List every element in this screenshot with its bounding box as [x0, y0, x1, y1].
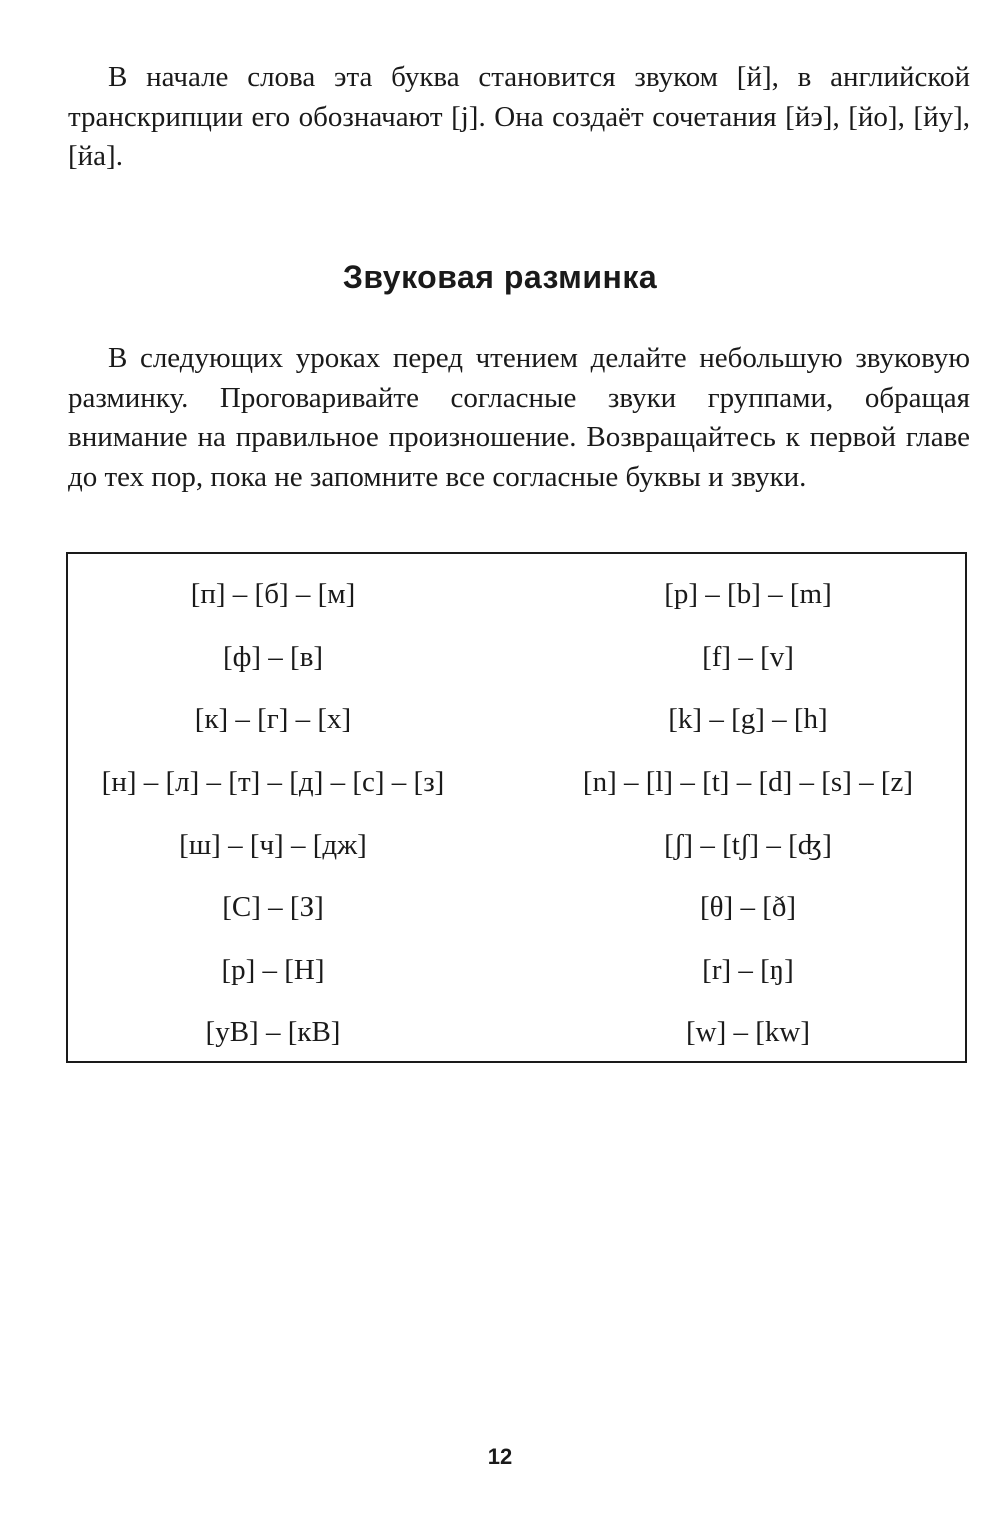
section-paragraph [68, 339, 970, 497]
sound-table [66, 552, 967, 1063]
english-sounds: [f] – [v] [702, 641, 794, 673]
russian-sounds: [р] – [Н] [221, 954, 325, 986]
russian-sounds: [ф] – [в] [222, 641, 324, 673]
page-number: 12 [487, 1444, 513, 1469]
table-row [68, 637, 965, 677]
section-text: В следующих уроках перед чтением делайте небольшую звуковую разминку. Проговаривайте согласные звуки группами, обращая внимание на правильное произношение. Возвращайтесь к первой главе до тех пор, пока не запомните все согласные буквы и звуки. [68, 342, 970, 493]
table-row [68, 762, 965, 802]
table-row [68, 1012, 965, 1052]
english-sounds: [r] – [ŋ] [702, 954, 794, 986]
english-sounds: [n] – [l] – [t] – [d] – [s] – [z] [582, 766, 914, 798]
english-sounds: [k] – [g] – [h] [668, 703, 828, 735]
intro-text: В начале слова эта буква становится звуком [й], в английской транскрипции его обозначают [j]. Она создаёт сочетания [йэ], [йо], [йу], [йа]. [68, 61, 970, 172]
english-sounds: [p] – [b] – [m] [664, 578, 832, 610]
russian-sounds: [уВ] – [кВ] [205, 1016, 341, 1048]
russian-sounds: [С] – [З] [222, 891, 324, 923]
english-sounds: [w] – [kw] [685, 1016, 810, 1048]
russian-sounds: [п] – [б] – [м] [190, 578, 356, 610]
english-sounds: [θ] – [ð] [699, 891, 797, 923]
russian-sounds: [ш] – [ч] – [дж] [179, 829, 367, 861]
english-sounds: [ʃ] – [tʃ] – [ʤ] [664, 829, 832, 861]
russian-sounds: [н] – [л] – [т] – [д] – [с] – [з] [101, 766, 445, 798]
table-row [68, 887, 965, 927]
section-heading: Звуковая разминка [342, 259, 658, 295]
russian-sounds: [к] – [г] – [х] [194, 703, 352, 735]
table-row [68, 825, 965, 865]
table-row [68, 950, 965, 990]
table-row [68, 574, 965, 614]
intro-paragraph [68, 58, 970, 177]
table-row [68, 699, 965, 739]
